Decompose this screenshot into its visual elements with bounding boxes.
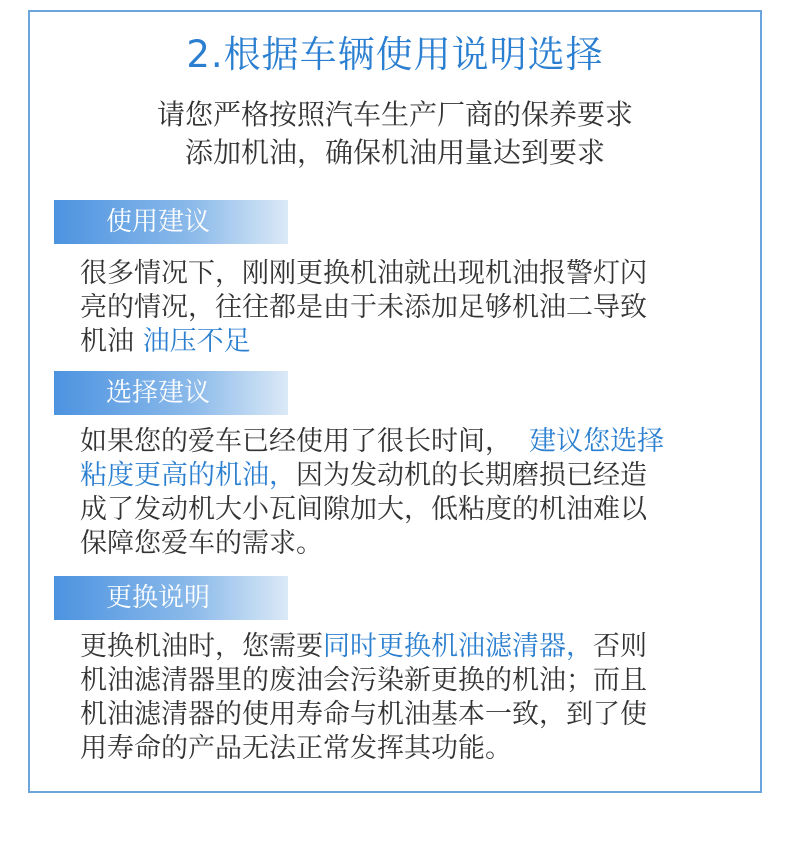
body-text: 亮的情况，往往都是由于未添加足够机油二导致 [80,292,647,323]
subtitle-line: 请您严格按照汽车生产厂商的保养要求 [156,98,633,131]
body-line [80,493,740,527]
body-line [80,698,740,732]
section-tag-replacement: 更换说明 [54,576,288,620]
body-text: 机油滤清器的使用寿命与机油基本一致，到了使 [80,699,647,730]
section-body-selection [80,425,740,561]
body-line [80,291,740,325]
page-title: 2.根据车辆使用说明选择 [186,33,604,76]
body-text: 更换机油时，您需要 [80,631,323,662]
highlight-text: 同时更换机油滤清器， [323,631,593,662]
body-text: 用寿命的产品无法正常发挥其功能。 [80,733,512,764]
body-text: 否则 [593,631,647,662]
body-line [80,732,740,766]
highlight-text: 粘度更高的机油， [80,460,296,491]
body-text: 保障您爱车的需求。 [80,528,323,559]
section-tag-usage: 使用建议 [54,200,288,244]
body-text: 很多情况下，刚刚更换机油就出现机油报警灯闪 [80,258,647,289]
body-line [80,527,740,561]
body-text: 因为发动机的长期磨损已经造 [296,460,647,491]
body-text: 机油滤清器里的废油会污染新更换的机油；而且 [80,665,647,696]
body-text: 成了发动机大小瓦间隙加大，低粘度的机油难以 [80,494,647,525]
highlight-text: 油压不足 [142,326,251,357]
page-subtitle [0,96,790,172]
body-line [80,325,740,359]
body-text: 如果您的爱车已经使用了很长时间， [80,426,530,457]
body-text: 机油 [80,326,143,357]
body-line [80,630,740,664]
section-tag-selection: 选择建议 [54,371,288,415]
section-body-replacement [80,630,740,766]
body-line [80,425,740,459]
subtitle-line: 添加机油，确保机油用量达到要求 [184,136,605,169]
highlight-text: 建议您选择 [529,426,665,457]
body-line [80,664,740,698]
body-line [80,257,740,291]
section-body-usage [80,257,740,359]
body-line [80,459,740,493]
